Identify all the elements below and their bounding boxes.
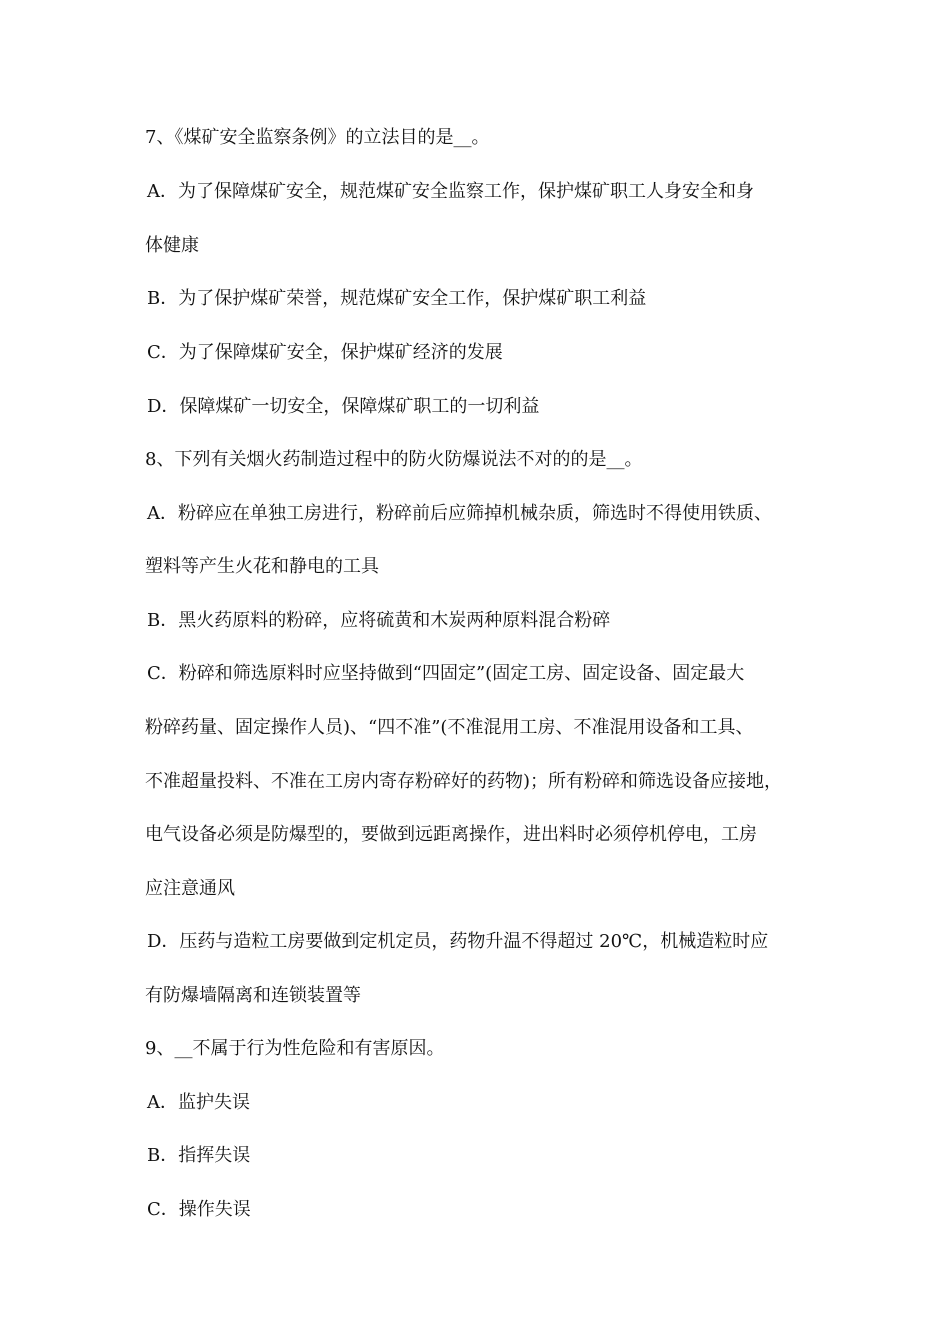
- question-7-option-a: A．为了保障煤矿安全，规范煤矿安全监察工作，保护煤矿职工人身安全和身: [147, 181, 754, 202]
- question-8-option-d: D．压药与造粒工房要做到定机定员，药物升温不得超过 20℃，机械造粒时应: [147, 931, 769, 952]
- question-7-option-b: B．为了保护煤矿荣誉，规范煤矿安全工作，保护煤矿职工利益: [147, 288, 647, 309]
- question-8-option-d-continued: 有防爆墙隔离和连锁装置等: [145, 985, 361, 1006]
- question-7-option-d: D．保障煤矿一切安全，保障煤矿职工的一切利益: [147, 396, 540, 417]
- question-9-option-a: A．监护失误: [147, 1092, 250, 1113]
- question-8-option-c-continued-4: 应注意通风: [145, 878, 235, 899]
- question-7-stem: 7、《煤矿安全监察条例》的立法目的是__。: [145, 127, 490, 148]
- question-7-option-a-continued: 体健康: [145, 235, 199, 256]
- question-8-option-c-continued-2: 不准超量投料、不准在工房内寄存粉碎好的药物)；所有粉碎和筛选设备应接地，: [145, 771, 783, 792]
- question-8-option-c: C．粉碎和筛选原料时应坚持做到“四固定”(固定工房、固定设备、固定最大: [147, 663, 745, 684]
- question-8-option-c-continued-1: 粉碎药量、固定操作人员)、“四不准”(不准混用工房、不准混用设备和工具、: [145, 717, 754, 738]
- question-7-option-c: C．为了保障煤矿安全，保护煤矿经济的发展: [147, 342, 503, 363]
- question-8-option-b: B．黑火药原料的粉碎，应将硫黄和木炭两种原料混合粉碎: [147, 610, 611, 631]
- question-8-option-a-continued: 塑料等产生火花和静电的工具: [145, 556, 379, 577]
- question-8-option-c-continued-3: 电气设备必须是防爆型的，要做到远距离操作，进出料时必须停机停电，工房: [145, 824, 757, 845]
- question-9-stem: 9、__不属于行为性危险和有害原因。: [145, 1038, 445, 1059]
- question-8-stem: 8、下列有关烟火药制造过程中的防火防爆说法不对的的是__。: [145, 449, 643, 470]
- question-8-option-a: A．粉碎应在单独工房进行，粉碎前后应筛掉机械杂质，筛选时不得使用铁质、: [147, 503, 772, 524]
- question-9-option-c: C．操作失误: [147, 1199, 251, 1220]
- question-9-option-b: B．指挥失误: [147, 1145, 251, 1166]
